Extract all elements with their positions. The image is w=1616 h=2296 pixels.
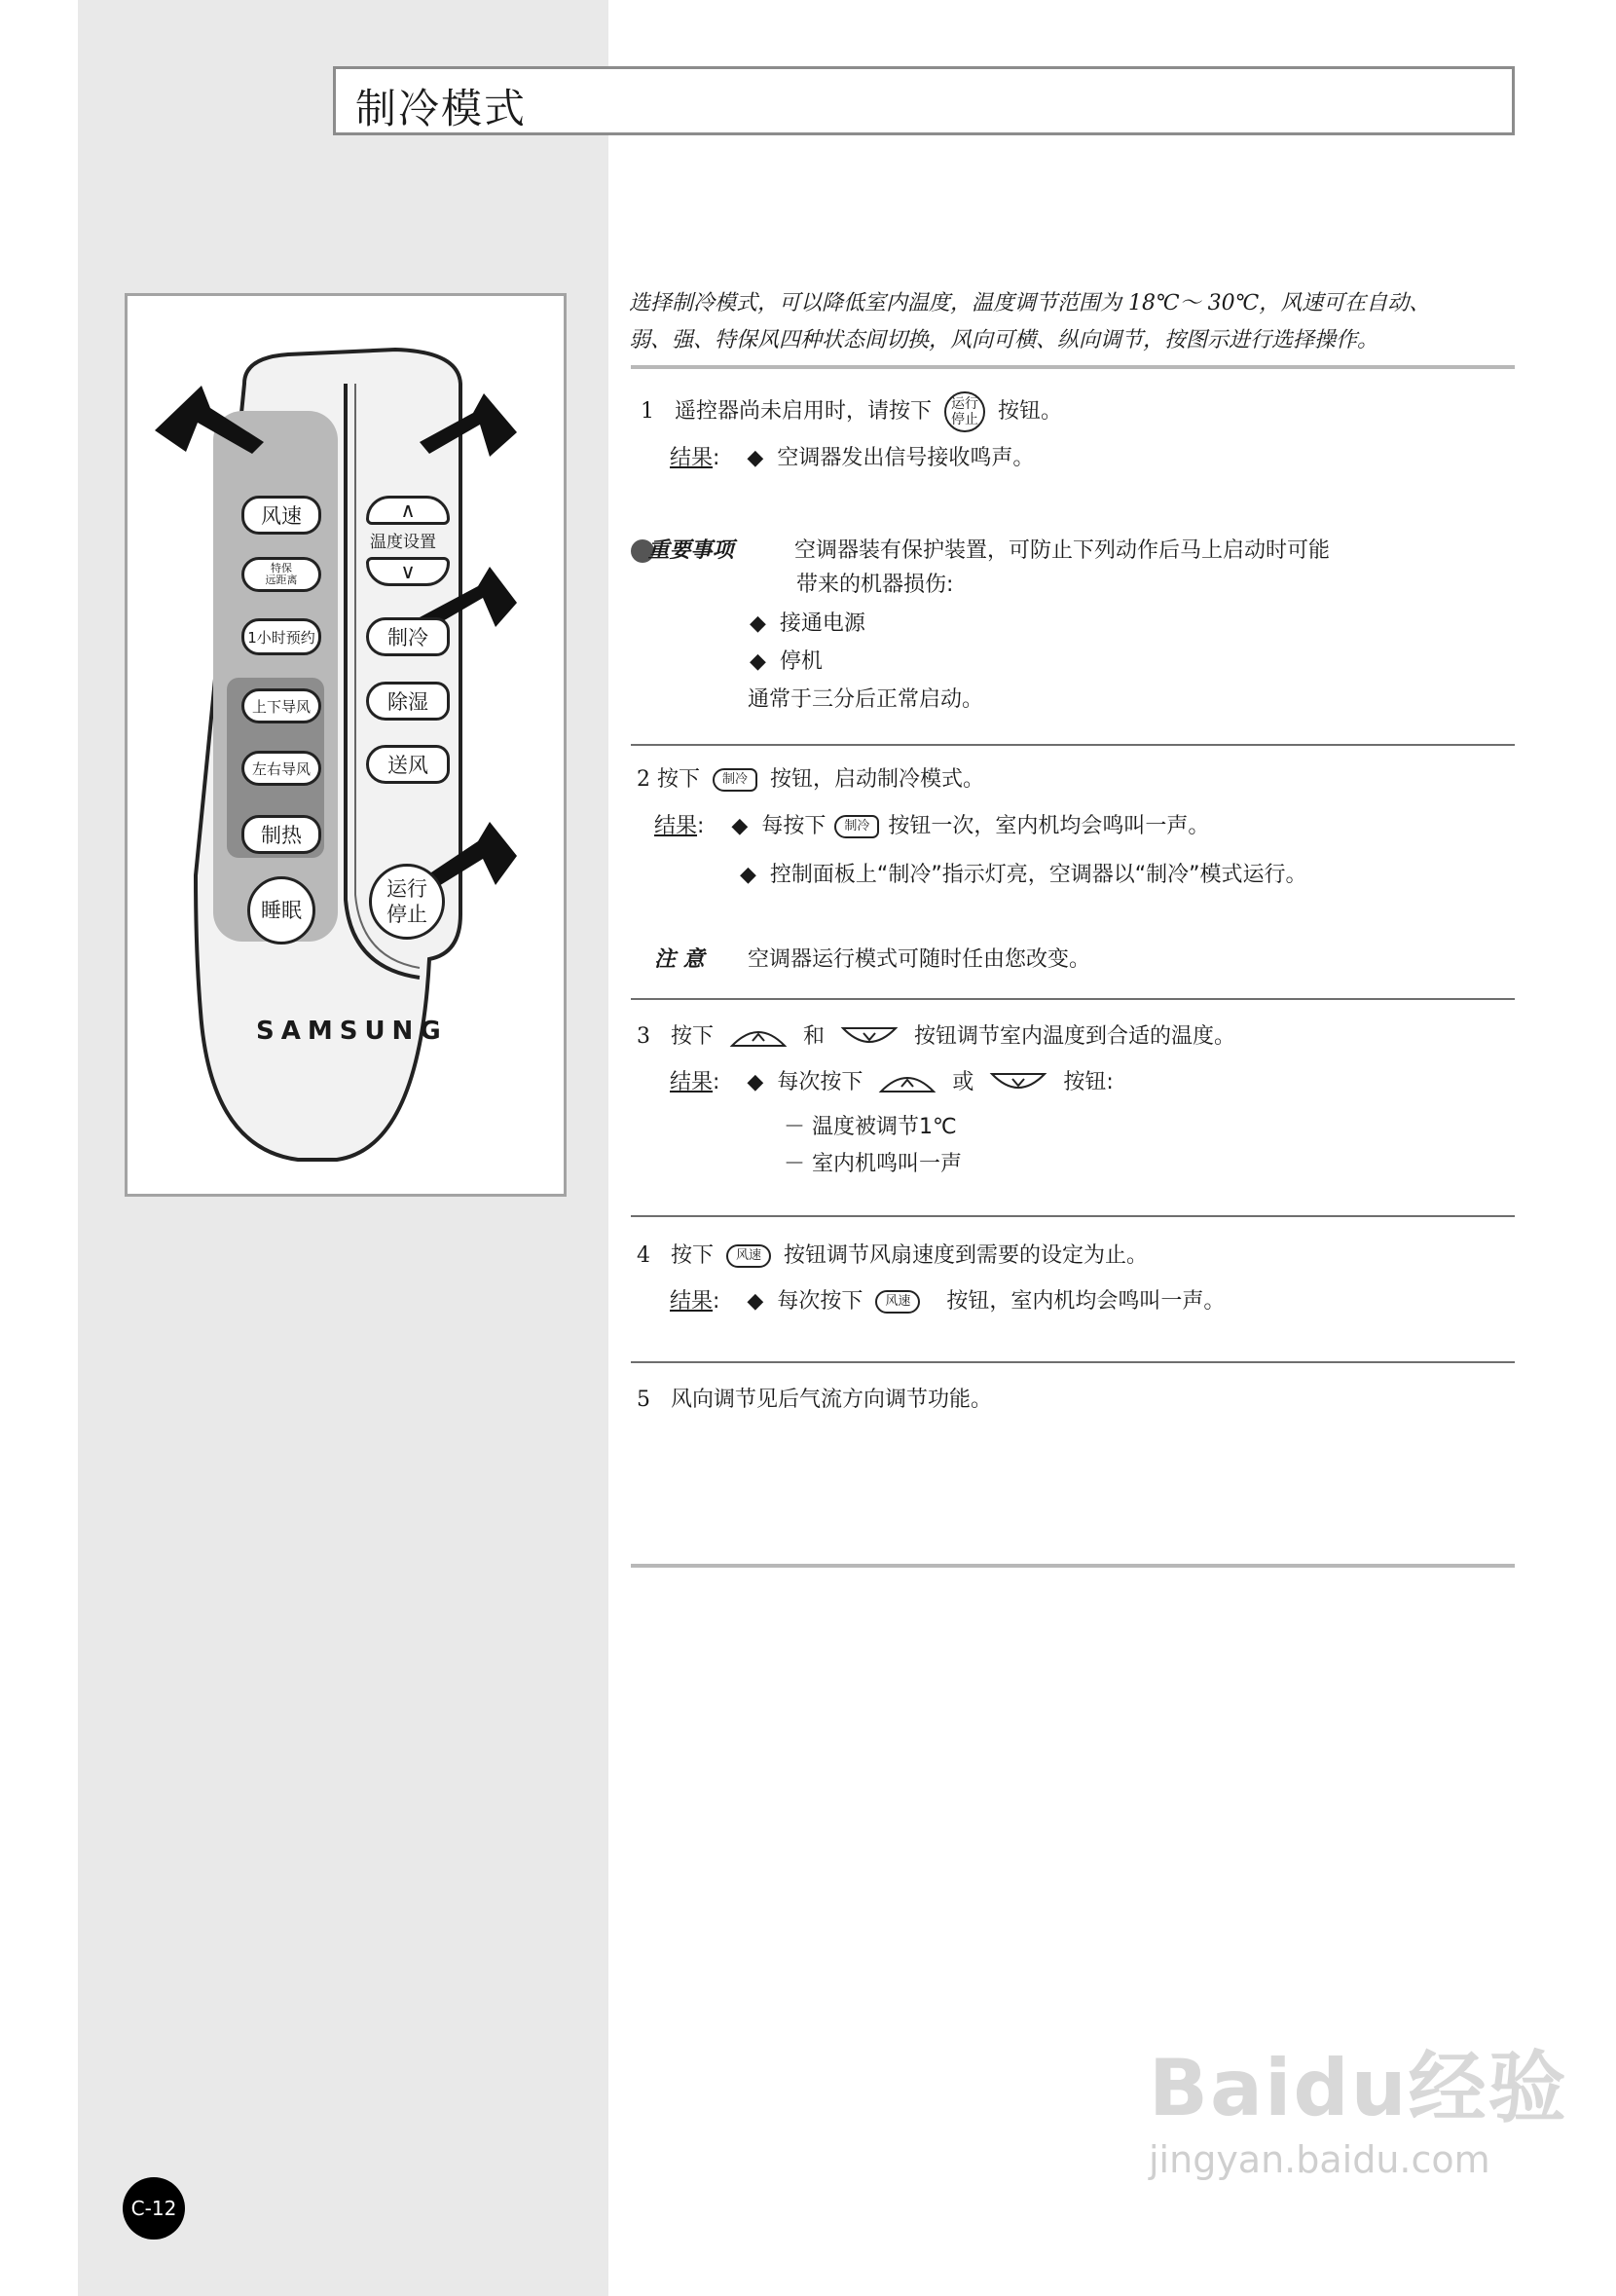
- watermark-url: jingyan.baidu.com: [1149, 2138, 1490, 2181]
- remote-hswing-button[interactable]: 左右导风: [241, 751, 321, 786]
- intro-line-2: 弱、强、特保风四种状态间切换，风向可横、纵向调节，按图示进行选择操作。: [629, 328, 1379, 352]
- step1-result-text: 空调器发出信号接收鸣声。: [777, 446, 1035, 470]
- temp-down-icon: [839, 1024, 900, 1050]
- remote-stop-label: 停止: [386, 903, 427, 926]
- title-box: [333, 66, 1515, 135]
- inline-fan-speed-button: 风速: [875, 1290, 920, 1314]
- remote-illustration: [125, 293, 567, 1197]
- remote-vswing-button[interactable]: 上下导风: [241, 688, 321, 723]
- remote-turbo-label-2: 远距离: [265, 574, 298, 586]
- remote-turbo-label-1: 特保: [271, 562, 292, 574]
- step4-line: 4 按下 风速 按钮调节风扇速度到需要的设定为止。: [637, 1243, 1149, 1268]
- step4-result: 结果: ◆ 每次按下 风速 按钮，室内机均会鸣叫一声。: [670, 1289, 1226, 1314]
- remote-temp-up-button[interactable]: ∧: [366, 496, 450, 525]
- remote-run-label: 运行: [386, 877, 427, 901]
- inline-cool-button: 制冷: [713, 768, 757, 792]
- divider: [631, 744, 1515, 746]
- important-item-2: ◆ 停机: [750, 649, 823, 674]
- remote-heat-button[interactable]: 制热: [241, 815, 321, 854]
- step1-text-a: 遥控器尚未启用时，请按下: [674, 399, 932, 424]
- remote-brand-logo: SAMSUNG: [256, 1017, 448, 1046]
- intro-paragraph: [629, 285, 1515, 359]
- step1-number: 1: [641, 399, 654, 424]
- step2-note-text: 空调器运行模式可随时任由您改变。: [748, 947, 1091, 972]
- remote-dry-button[interactable]: 除湿: [366, 682, 450, 721]
- important-line-2: 带来的机器损伤:: [796, 573, 954, 597]
- remote-turbo-button[interactable]: [241, 557, 321, 592]
- temp-up-icon: [877, 1070, 937, 1095]
- remote-temp-down-button[interactable]: ∨: [366, 557, 450, 586]
- remote-body-drawing: [128, 296, 564, 1194]
- result-label: 结果: [670, 446, 714, 470]
- bullet-diamond: ◆: [747, 446, 764, 470]
- important-item-1: ◆ 接通电源: [750, 611, 865, 636]
- divider: [631, 1564, 1515, 1568]
- remote-timer-button[interactable]: 1小时预约: [241, 618, 321, 655]
- remote-fan-speed-button[interactable]: 风速: [241, 496, 321, 535]
- inline-fan-speed-button: 风速: [726, 1244, 771, 1268]
- step1-text-b: 按钮。: [998, 399, 1063, 424]
- page-title: 制冷模式: [355, 85, 528, 132]
- inline-cool-button: 制冷: [834, 815, 879, 838]
- divider: [631, 365, 1515, 369]
- intro-line-1: 选择制冷模式，可以降低室内温度，温度调节范围为 18℃～ 30℃，风速可在自动、: [629, 291, 1431, 315]
- step3-dash-1: － 温度被调节1℃: [784, 1115, 957, 1139]
- step5-line: 5 风向调节见后气流方向调节功能。: [637, 1388, 992, 1412]
- remote-temp-label: 温度设置: [370, 533, 436, 552]
- divider: [631, 998, 1515, 1000]
- step3-line: 3 按下 和 按钮调节室内温度到合适的温度。: [637, 1024, 1236, 1049]
- temp-up-icon: [728, 1024, 789, 1050]
- step2-line: 2 按下 制冷 按钮，启动制冷模式。: [637, 767, 985, 792]
- step1-line: [641, 391, 1062, 432]
- step3-result: 结果: ◆ 每次按下 或 按钮:: [670, 1070, 1114, 1094]
- remote-fan-button[interactable]: 送风: [366, 745, 450, 784]
- step1-result: 结果: ◆ 空调器发出信号接收鸣声。: [670, 446, 1035, 470]
- remote-run-stop-button[interactable]: [369, 864, 445, 940]
- remote-sleep-button[interactable]: 睡眠: [247, 876, 315, 944]
- divider: [631, 1215, 1515, 1217]
- important-line-1: 空调器装有保护装置，可防止下列动作后马上启动时可能: [794, 538, 1331, 563]
- watermark-logo: Baidu经验: [1149, 2043, 1568, 2133]
- step3-dash-2: － 室内机鸣叫一声: [784, 1152, 962, 1176]
- important-label: 重要事项: [631, 537, 734, 566]
- step2-note-label: 注 意: [654, 947, 705, 972]
- temp-down-icon: [988, 1070, 1048, 1095]
- inline-run-stop-button: 运行 停止: [944, 391, 985, 432]
- remote-cool-button[interactable]: 制冷: [366, 617, 450, 656]
- step2-result-1: 结果: ◆ 每按下 制冷 按钮一次，室内机均会鸣叫一声。: [654, 814, 1210, 838]
- important-footer: 通常于三分后正常启动。: [748, 687, 984, 712]
- step2-result-2: ◆ 控制面板上“制冷”指示灯亮，空调器以“制冷”模式运行。: [740, 863, 1307, 887]
- divider: [631, 1361, 1515, 1363]
- page-number-badge: C-12: [123, 2177, 185, 2240]
